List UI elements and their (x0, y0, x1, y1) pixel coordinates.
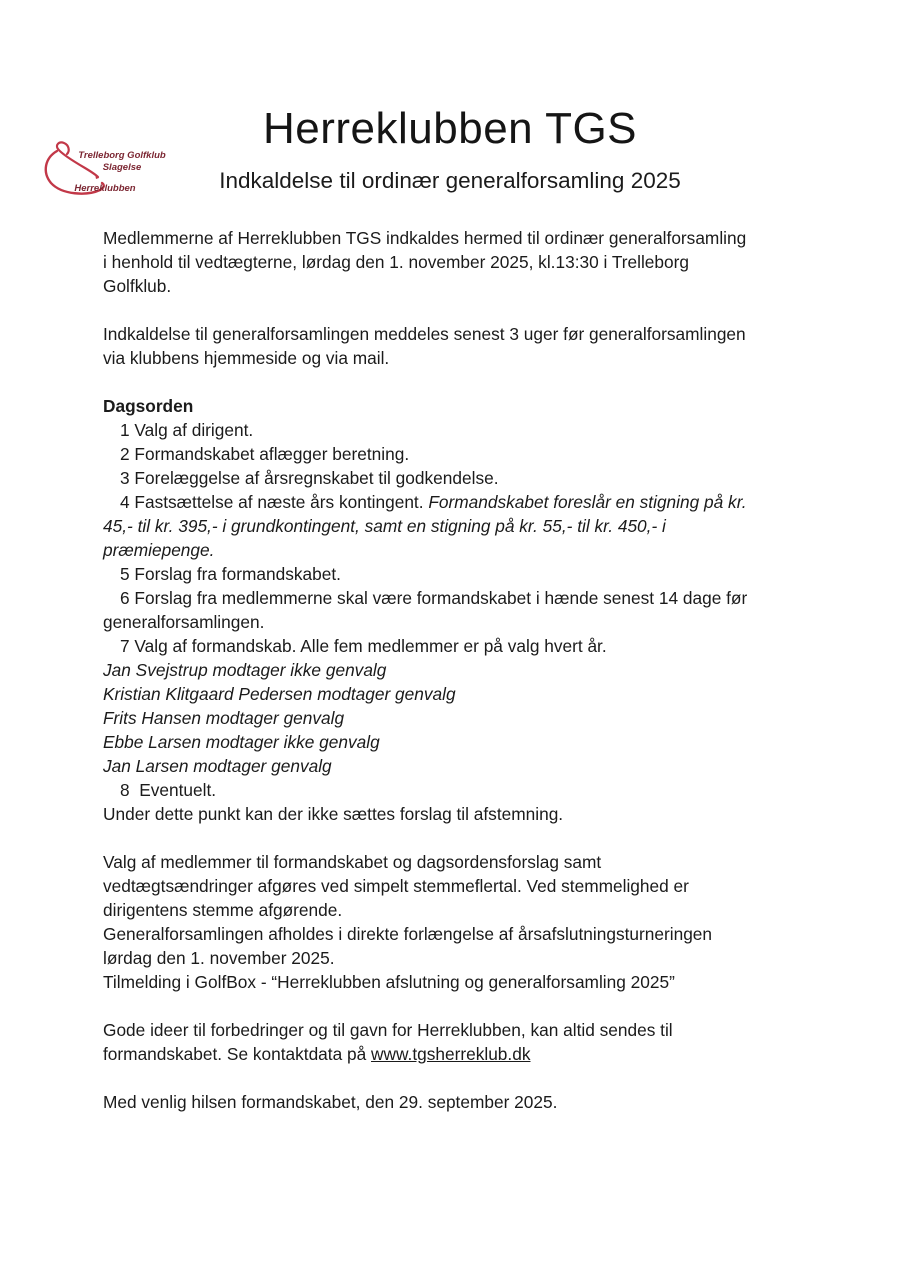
agenda-item-8 (103, 778, 843, 802)
text-run: Tilmelding i GolfBox - “Herreklubben afslutning og generalforsamling 2025” (103, 972, 675, 992)
logo-club-name: Trelleborg Golfklub (78, 150, 166, 161)
text-run: Jan Larsen modtager genvalg (103, 756, 332, 776)
agenda-item-3 (103, 466, 843, 490)
text-run: Golfklub. (103, 276, 172, 296)
text-run: lørdag den 1. november 2025. (103, 948, 335, 968)
agenda-item-5 (103, 562, 843, 586)
agenda-item-4-cont-2 (103, 538, 843, 562)
text-run: Indkaldelse til generalforsamlingen meddeles senest 3 uger før generalforsamlingen (103, 324, 746, 344)
para-invitation-line-1 (103, 226, 843, 250)
page-subtitle: Indkaldelse til ordinær generalforsamling 2025 (219, 168, 681, 193)
text-run: Ebbe Larsen modtager ikke genvalg (103, 732, 380, 752)
candidate-frits-hansen (103, 706, 843, 730)
text-run: Medlemmerne af Herreklubben TGS indkaldes hermed til ordinær generalforsamling (103, 228, 747, 248)
agenda-item-6 (103, 586, 843, 610)
text-run: Kristian Klitgaard Pedersen modtager genvalg (103, 684, 456, 704)
agenda-item-1 (103, 418, 843, 442)
blank-line (103, 826, 843, 850)
text-run: Jan Svejstrup modtager ikke genvalg (103, 660, 387, 680)
candidate-ebbe-larsen (103, 730, 843, 754)
text-run: præmiepenge. (103, 540, 215, 560)
text-run: via klubbens hjemmeside og via mail. (103, 348, 390, 368)
text-run: Formandskabet foreslår en stigning på kr. (428, 492, 747, 512)
para-invitation-line-2 (103, 250, 843, 274)
signature (103, 1090, 843, 1114)
para-afholdelse-line-1 (103, 922, 843, 946)
text-run: Med venlig hilsen formandskabet, den 29. september 2025. (103, 1092, 558, 1112)
note-afstemning (103, 802, 843, 826)
agenda-item-2 (103, 442, 843, 466)
text-run: 7 Valg af formandskab. Alle fem medlemmer er på valg hvert år. (120, 636, 607, 656)
text-run: Generalforsamlingen afholdes i direkte forlængelse af årsafslutningsturneringen (103, 924, 713, 944)
candidate-kristian-klitgaard-pedersen (103, 682, 843, 706)
agenda-item-7 (103, 634, 843, 658)
text-run: Dagsorden (103, 396, 194, 416)
para-notice-line-2 (103, 346, 843, 370)
website-link[interactable]: www.tgsherreklub.dk (371, 1044, 531, 1064)
text-run: vedtægtsændringer afgøres ved simpelt stemmeflertal. Ved stemmelighed er (103, 876, 689, 896)
blank-line (103, 298, 843, 322)
text-run: Gode ideer til forbedringer og til gavn for Herreklubben, kan altid sendes til (103, 1020, 673, 1040)
text-run: dirigentens stemme afgørende. (103, 900, 343, 920)
candidate-jan-larsen (103, 754, 843, 778)
agenda-item-4 (103, 490, 843, 514)
logo-club-city: Slagelse (102, 162, 142, 173)
para-tilmelding (103, 970, 843, 994)
para-voting-line-2 (103, 874, 843, 898)
text-run: 6 Forslag fra medlemmerne skal være formandskabet i hænde senest 14 dage før (120, 588, 748, 608)
para-invitation-line-3 (103, 274, 843, 298)
text-run: 45,- til kr. 395,- i grundkontingent, samt en stigning på kr. 55,- til kr. 450,- i (103, 516, 666, 536)
text-run: 4 Fastsættelse af næste års kontingent. (120, 492, 429, 512)
text-run: Frits Hansen modtager genvalg (103, 708, 345, 728)
blank-line (103, 370, 843, 394)
blank-line (103, 994, 843, 1018)
text-run: formandskabet. Se kontaktdata på (103, 1044, 372, 1064)
page-title: Herreklubben TGS (262, 104, 638, 153)
agenda-item-4-cont-1 (103, 514, 843, 538)
document-body (103, 226, 843, 1114)
agenda-item-6-cont (103, 610, 843, 634)
text-run: Valg af medlemmer til formandskabet og dagsordensforslag samt (103, 852, 602, 872)
text-run: generalforsamlingen. (103, 612, 265, 632)
logo-club-section: Herreklubben (74, 183, 136, 194)
blank-line (103, 1066, 843, 1090)
text-run: 8 Eventuelt. (120, 780, 217, 800)
para-notice-line-1 (103, 322, 843, 346)
text-run: 5 Forslag fra formandskabet. (120, 564, 341, 584)
text-run: 1 Valg af dirigent. (120, 420, 254, 440)
para-voting-line-1 (103, 850, 843, 874)
text-run: i henhold til vedtægterne, lørdag den 1. november 2025, kl.13:30 i Trelleborg (103, 252, 690, 272)
para-afholdelse-line-2 (103, 946, 843, 970)
text-run: 3 Forelæggelse af årsregnskabet til godkendelse. (120, 468, 499, 488)
text-run: Under dette punkt kan der ikke sættes forslag til afstemning. (103, 804, 564, 824)
para-gode-ideer-line-2 (103, 1042, 843, 1066)
dagsorden-heading (103, 394, 843, 418)
text-run: 2 Formandskabet aflægger beretning. (120, 444, 410, 464)
para-gode-ideer-line-1 (103, 1018, 843, 1042)
candidate-jan-svejstrup (103, 658, 843, 682)
para-voting-line-3 (103, 898, 843, 922)
